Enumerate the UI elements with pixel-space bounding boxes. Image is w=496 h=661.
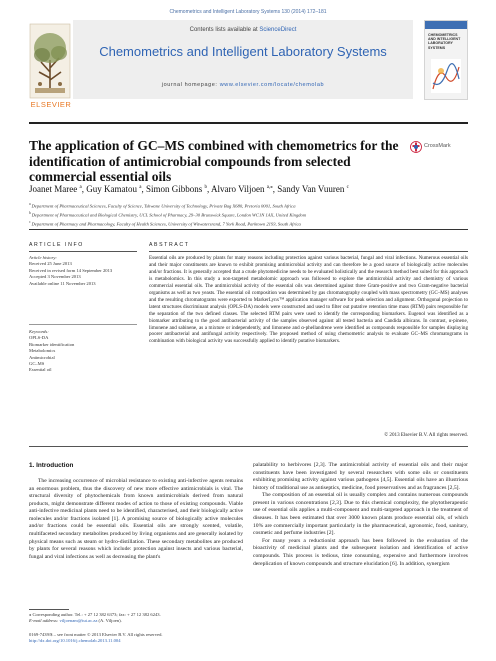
footnote-rule [29, 609, 69, 610]
affiliation-mark: a [29, 202, 32, 206]
article-info-rule [29, 251, 137, 252]
affiliation-text: Department of Pharmacy and Pharmacology, Faculty of Health Sciences, University of Witwatersrand, 7 York Road, Parktown 2193, South Africa [31, 221, 301, 227]
author-name: Simon Gibbons [145, 184, 205, 194]
history-date: Received in revised form 14 September 2013 [29, 267, 113, 273]
article-info-heading: ARTICLE INFO [29, 242, 84, 248]
crossmark-badge[interactable] [410, 140, 468, 154]
abstract-copyright: © 2013 Elsevier B.V. All rights reserved. [384, 432, 468, 438]
body-column-left [29, 478, 243, 561]
journal-cover-thumbnail [424, 20, 468, 100]
body-paragraph: palatability to herbivores [2,3]. The antimicrobial activity of essential oils and their major constituents have been investigated by several researchers with some oils or constituents exhibiting promising activity against various pathogens [4,5]. Essential oils have an illustrious history of traditional use as antiseptics, medicine, food preservatives and as fragrances [2,5]. [253, 462, 468, 491]
affiliation-mark: b [29, 210, 32, 215]
homepage-prefix: journal homepage: [161, 82, 220, 88]
affiliation [29, 219, 468, 228]
keyword: OPLS-DA [29, 335, 49, 341]
cover-title: CHEMOMETRICS AND INTELLIGENT LABORATORY SYSTEMS [428, 33, 461, 50]
keyword: Biomarker identification [29, 341, 75, 347]
history-label: Article history: [29, 255, 57, 260]
affiliation-text: Department of Pharmaceutical Sciences, Faculty of Science, Tshwane University of Technology, Private Bag X680, Pretoria 0001, South Africa [31, 203, 296, 209]
corresponding-author-contact: ⁎ Corresponding author. Tel.: + 27 12 382 6373; fax: + 27 12 382 6243. [29, 612, 161, 617]
article-history [29, 255, 137, 287]
cover-artwork [431, 59, 461, 93]
affiliation-mark: c [29, 219, 32, 224]
elsevier-tree-logo [29, 22, 71, 99]
journal-title: Chemometrics and Intelligent Laboratory Systems [99, 44, 387, 59]
masthead-rule [29, 122, 468, 124]
abstract-text: Essential oils are produced by plants for many reasons including protection against various bacterial, fungal and viral infections. Numerous essential oils and their major constituents are known to exhibit promising antimicrobial activity and can therefore be a good source of biologically active molecules and/or fractions. It is generally accepted that a crude phytomedicine needs to be evaluated holistically and the research method best suited for this approach is metabolomics. In this study a non-targeted metabolomic approach was followed to explore the antimicrobial activity and chemistry of various commercial essential oils. The antimicrobial activity of the essential oils was determined against three Gram-positive and two Gram-negative bacterial organisms as well as two yeasts. The essential oil composition was determined by gas chromatography coupled with mass spectrometry (GC–MS) analyses and the resulting chromatograms were exported to MarkerLynx™ application manager software for peak selection and alignment. Orthogonal projection to latent structures discriminant analysis (OPLS-DA) models were constructed and used to filter out putative retention time mass (RTM) pairs responsible for the separation of the two defined classes. The selected RTM pairs were used to identify the corresponding biomarkers. Eugenol was identified as a biomarker attributing to the good antibacterial activity of the samples observed against all tested bacteria and Candida albicans. In contrast, α-pinene, limonene and sabinene, as a mixture or independently, and limonene and α-phellandrene were identified as compounds responsible for samples displaying poorer antibacterial and antifungal activity respectively. The proposed method of using chemometric analysis to evaluate GC–MS chromatograms in combination with biological activity was successfully applied to identify putative biomarkers. [149, 255, 468, 345]
journal-masthead [29, 20, 468, 111]
crossmark-icon [410, 141, 422, 153]
cover-header-bar [425, 21, 467, 29]
history-date: Available online 11 November 2013 [29, 280, 96, 286]
section-heading-introduction: 1. Introduction [29, 462, 74, 469]
corresponding-author-footnote [29, 612, 243, 625]
abstract-heading: ABSTRACT [149, 242, 190, 248]
history-date: Accepted 3 November 2013 [29, 274, 81, 280]
keyword-list [29, 329, 137, 374]
author-name: Sandy Van Vuuren [277, 184, 347, 194]
doi-link[interactable]: http://dx.doi.org/10.1016/j.chemolab.2013.11.004 [29, 638, 121, 644]
abstract-rule [149, 251, 468, 252]
affiliation [29, 201, 468, 210]
contents-line [73, 27, 413, 33]
author-separator: , [272, 184, 278, 194]
keyword: Metabolomics [29, 348, 56, 354]
author-affiliation-mark: a [139, 185, 142, 190]
keyword: GC–MS [29, 361, 45, 367]
homepage-link[interactable]: www.elsevier.com/locate/chemolab [219, 82, 325, 88]
author-affiliation-mark: a,⁎ [266, 185, 273, 190]
body-paragraph: The composition of an essential oil is usually complex and contains numerous compounds present in various concentrations [2,3]. Due to this chemical complexity, the phytotherapeutic use of essential oils applies a multi-component and multi-targeted approach in the treatment of diseases. It has been estimated that over 3000 known plants produce essential oils, of which 10% are commercially important particularly in the pharmaceutical, agronomic, food, sanitary, cosmetic and perfume industries [2]. [253, 492, 468, 537]
journal-homepage [73, 82, 413, 88]
keyword: Antimicrobial [29, 354, 55, 360]
author-affiliation-mark: b [204, 185, 207, 190]
author-separator: , [141, 184, 146, 194]
affiliation-text: Department of Pharmaceutical and Biological Chemistry, UCL School of Pharmacy, 29–30 Brunswick Square, London WC1N 1AX, United Kingdom [31, 212, 307, 218]
publisher-name: ELSEVIER [30, 100, 72, 109]
crossmark-label: CrossMark [424, 143, 451, 149]
affiliation [29, 210, 468, 219]
author-affiliation-mark: a [79, 185, 82, 190]
contents-prefix: Contents lists available at [189, 27, 260, 33]
sciencedirect-link[interactable]: ScienceDirect [259, 27, 297, 33]
keywords-label: Keywords: [29, 329, 49, 334]
email-line [29, 618, 243, 624]
keyword: Essential oil [29, 367, 52, 373]
author-block-rule [29, 229, 468, 230]
email-suffix: (A. Viljoen). [97, 618, 122, 624]
affiliation-list [29, 201, 468, 228]
email-label: E-mail address: [29, 618, 60, 624]
keywords-rule [29, 324, 137, 325]
author-name: Guy Kamatou [86, 184, 140, 194]
imprint [29, 632, 243, 645]
issn-line: 0169-7439/$ – see front matter © 2013 Elsevier B.V. All rights reserved. [29, 632, 163, 637]
body-column-right [253, 462, 468, 568]
author-separator: , [206, 184, 211, 194]
body-paragraph: For many years a reductionist approach has been followed in the evaluation of the bioactivity of medicinal plants and the subsequent isolation and identification of active compounds. This process is tedious, time consuming, expensive and furthermore involves dereplication of known compounds and structure elucidation [6]. In addition, synergism [253, 537, 468, 567]
abstract-bottom-rule [29, 446, 468, 447]
author-separator: , [81, 184, 87, 194]
article-title: The application of GC–MS combined with chemometrics for the identification of antimicrobial compounds from selected commercial essential oils [29, 138, 399, 184]
author-name: Alvaro Viljoen [210, 184, 267, 194]
author-email-link[interactable]: viljoenam@tut.ac.za [59, 618, 98, 624]
author-list [29, 184, 468, 194]
author-affiliation-mark: c [346, 185, 349, 190]
body-paragraph: The increasing occurrence of microbial resistance to existing anti-infective agents remains an enormous problem, thus the discovery of new more effective antimicrobials is vital. The structural diversity of phytochemicals from known antimicrobials derived from natural products, might demonstrate different modes of action to those of existing compounds. Viable anti-infective medicinal plants need to be identified, characterised, and their biologically active molecules and/or fractions isolated [1]. A promising source of biologically active molecules and/or fractions could be essential oils. Essential oils are strongly scented, volatile, multifaceted secondary metabolites produced by living organisms and are generally isolated by physical means such as steam or hydro-distillation. These secondary metabolites are produced by plants for several reasons which include: protection against insects and various bacterial, fungal and viral infections as well as decreasing the plant's [29, 478, 243, 560]
author-name: Joanet Maree [29, 184, 80, 194]
running-head: Chemometrics and Intelligent Laboratory Systems 130 (2014) 172–181 [169, 9, 327, 15]
history-date: Received 25 June 2013 [29, 261, 72, 267]
